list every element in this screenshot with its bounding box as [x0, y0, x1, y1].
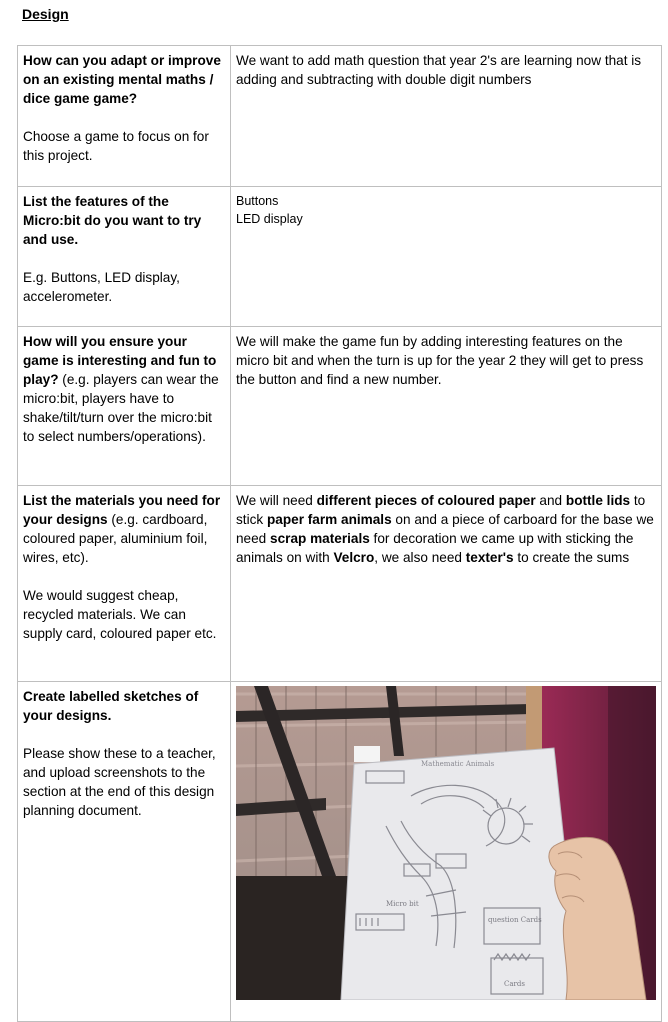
table-row [18, 187, 662, 327]
answer-cell[interactable] [231, 682, 662, 1022]
design-table [17, 45, 662, 1022]
question-note: Please show these to a teacher, and upload screenshots to the section at the end of this design planning document. [23, 746, 216, 818]
question-example: (e.g. players can wear the micro:bit, players have to shake/tilt/turn over the micro:bit to select numbers/operations). [23, 372, 219, 444]
answer-line: Buttons [236, 194, 279, 208]
question-note: We would suggest cheap, recycled materials. We can supply card, coloured paper etc. [23, 588, 217, 641]
answer-cell[interactable] [231, 327, 662, 486]
table-row [18, 327, 662, 486]
page-heading: Design [22, 6, 69, 22]
question-text: How can you adapt or improve on an existing mental maths / dice game game? [23, 53, 221, 106]
question-cell [18, 46, 231, 187]
question-text: List the features of the Micro:bit do you want to try and use. [23, 194, 202, 247]
sketch-label-question-cards: question Cards [488, 916, 542, 924]
answer-text: We will make the game fun by adding interesting features on the micro bit and when the turn is up for the year 2 they will get to press the button and find a new number. [236, 334, 644, 387]
sketch-label-microbit: Micro bit [386, 900, 419, 908]
question-text: Create labelled sketches of your designs. [23, 689, 199, 723]
sketch-title: Mathematic Animals [421, 760, 495, 768]
question-text: How will you ensure your game is interesting and fun to play? [23, 334, 217, 387]
question-example: (e.g. cardboard, coloured paper, aluminium foil, wires, etc). [23, 512, 208, 565]
question-cell [18, 187, 231, 327]
question-note: E.g. Buttons, LED display, accelerometer. [23, 270, 180, 304]
question-text: List the materials you need for your designs [23, 493, 221, 527]
answer-text: We want to add math question that year 2's are learning now that is adding and subtracting with double digit numbers [236, 53, 642, 87]
sketch-label-cards: Cards [504, 980, 525, 988]
question-note: Choose a game to focus on for this project. [23, 129, 209, 163]
answer-cell[interactable] [231, 486, 662, 682]
design-sketch-photo [236, 686, 656, 1000]
answer-cell[interactable] [231, 187, 662, 327]
answer-line: LED display [236, 212, 303, 226]
table-row [18, 682, 662, 1022]
answer-cell[interactable] [231, 46, 662, 187]
question-cell [18, 327, 231, 486]
table-row [18, 486, 662, 682]
question-cell [18, 682, 231, 1022]
question-cell [18, 486, 231, 682]
table-row [18, 46, 662, 187]
answer-text: We will need different pieces of coloured paper and bottle lids to stick paper farm animals on and a piece of carboard for the base we need scrap materials for decoration we came up with sticking the animals on with Velcro, we also need texter's to create the sums [236, 493, 654, 565]
